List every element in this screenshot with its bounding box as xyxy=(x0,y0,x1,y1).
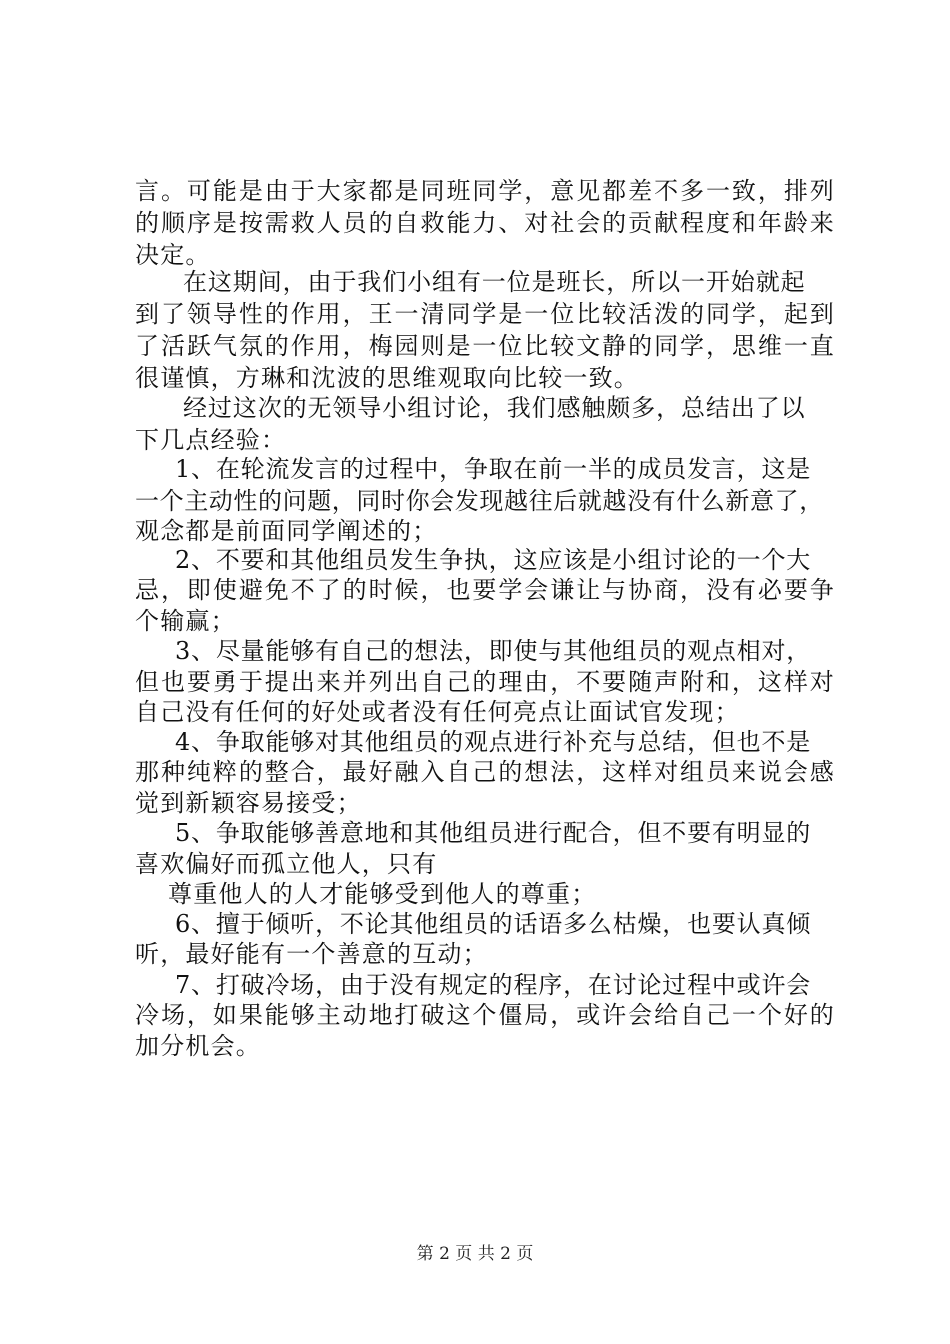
text-line: 到了领导性的作用，王一清同学是一位比较活泼的同学，起到 xyxy=(135,300,835,328)
text-line: 4、争取能够对其他组员的观点进行补充与总结，但也不是 xyxy=(175,728,812,756)
text-line: 喜欢偏好而孤立他人，只有 xyxy=(135,850,438,878)
text-line: 听，最好能有一个善意的互动； xyxy=(135,940,488,968)
text-line: 3、尽量能够有自己的想法，即使与其他组员的观点相对， xyxy=(175,637,812,665)
text-line: 决定。 xyxy=(135,241,211,269)
text-line: 一个主动性的问题，同时你会发现越往后就越没有什么新意了， xyxy=(135,487,824,515)
text-line: 很谨慎，方琳和沈波的思维观取向比较一致。 xyxy=(135,364,639,392)
page-number-footer: 第 2 页 共 2 页 xyxy=(416,1244,534,1264)
text-line: 5、争取能够善意地和其他组员进行配合，但不要有明显的 xyxy=(175,819,812,847)
text-line: 观念都是前面同学阐述的； xyxy=(135,517,438,545)
text-line: 觉到新颖容易接受； xyxy=(135,789,362,817)
text-line: 自己没有任何的好处或者没有任何亮点让面试官发现； xyxy=(135,698,740,726)
text-line: 尊重他人的人才能够受到他人的尊重； xyxy=(168,880,597,908)
text-line: 加分机会。 xyxy=(135,1032,261,1060)
text-line: 的顺序是按需救人员的自救能力、对社会的贡献程度和年龄来 xyxy=(135,209,835,237)
text-line: 忌，即使避免不了的时候，也要学会谦让与协商，没有必要争 xyxy=(135,576,835,604)
text-line: 言。可能是由于大家都是同班同学，意见都差不多一致，排列 xyxy=(135,177,835,205)
text-line: 了活跃气氛的作用，梅园则是一位比较文静的同学，思维一直 xyxy=(135,332,835,360)
text-line: 6、擅于倾听，不论其他组员的话语多么枯燥，也要认真倾 xyxy=(175,910,812,938)
text-line: 7、打破冷场，由于没有规定的程序，在讨论过程中或许会 xyxy=(175,971,812,999)
text-line: 但也要勇于提出来并列出自己的理由，不要随声附和，这样对 xyxy=(135,668,835,696)
text-line: 个输赢； xyxy=(135,607,236,635)
text-line: 经过这次的无领导小组讨论，我们感触颇多，总结出了以 xyxy=(183,394,806,422)
text-line: 那种纯粹的整合，最好融入自己的想法，这样对组员来说会感 xyxy=(135,758,835,786)
text-line: 2、不要和其他组员发生争执，这应该是小组讨论的一个大 xyxy=(175,546,812,574)
text-line: 1、在轮流发言的过程中，争取在前一半的成员发言，这是 xyxy=(175,455,812,483)
text-line: 在这期间，由于我们小组有一位是班长，所以一开始就起 xyxy=(183,268,806,296)
text-line: 冷场，如果能够主动地打破这个僵局，或许会给自己一个好的 xyxy=(135,1001,835,1029)
text-line: 下几点经验： xyxy=(135,426,287,454)
